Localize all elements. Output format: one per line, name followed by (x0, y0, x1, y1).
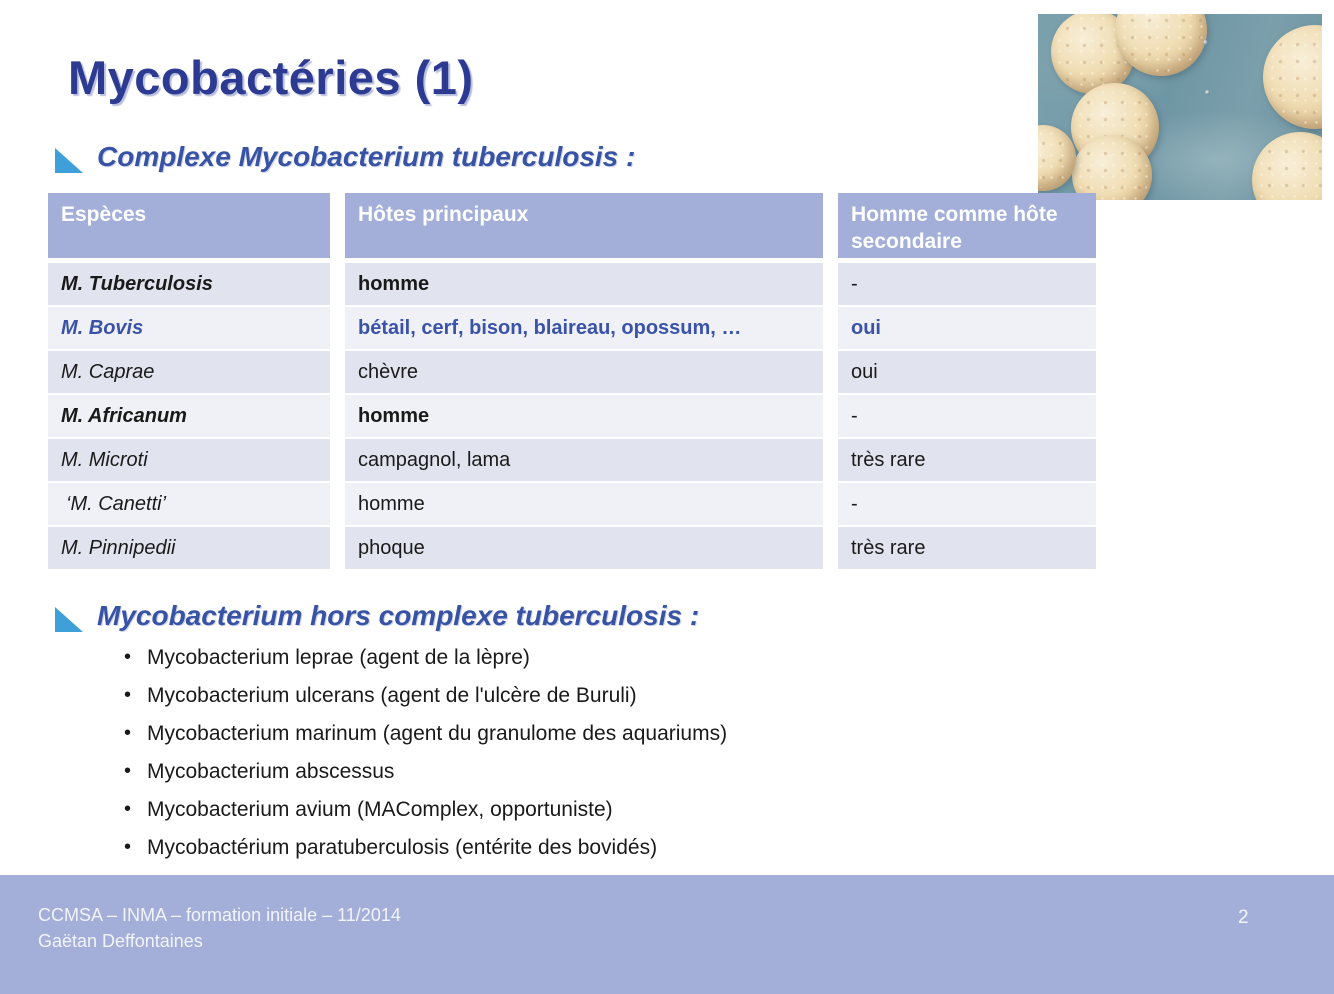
list-item (124, 798, 1024, 821)
triangle-bullet-icon (55, 148, 83, 173)
list-item-label: Mycobacterium avium (MAComplex, opportuniste) (147, 798, 613, 821)
footer-line2: Gaëtan Deffontaines (38, 931, 203, 951)
cell-secondaire-r1: - (838, 263, 1096, 305)
cell-hotes-r2: bétail, cerf, bison, blaireau, opossum, … (345, 307, 823, 349)
list-item-label: Mycobacterium ulcerans (agent de l'ulcère de Buruli) (147, 684, 637, 707)
species-table (48, 193, 1096, 569)
cell-secondaire-r6: - (838, 483, 1096, 525)
cell-espece-r5: M. Microti (48, 439, 330, 481)
list-item-label: Mycobacterium leprae (agent de la lèpre) (147, 646, 530, 669)
list-item-label: Mycobacterium marinum (agent du granulome des aquariums) (147, 722, 728, 745)
cell-hotes-r7: phoque (345, 527, 823, 569)
footer-bar (0, 875, 1334, 994)
section-heading-label: Complexe Mycobacterium tuberculosis : (97, 141, 636, 172)
colony-blob (1263, 25, 1322, 129)
col-header-especes: Espèces (48, 193, 330, 258)
footer-line1: CCMSA – INMA – formation initiale – 11/2014 (38, 905, 401, 925)
cell-espece-r6: ‘M. Canetti’ (48, 483, 330, 525)
cell-secondaire-r7: très rare (838, 527, 1096, 569)
photo-speck (1203, 40, 1208, 45)
cell-hotes-r3: chèvre (345, 351, 823, 393)
cell-hotes-r5: campagnol, lama (345, 439, 823, 481)
species-bullet-list (124, 646, 1024, 874)
triangle-bullet-icon (55, 607, 83, 632)
cell-secondaire-r3: oui (838, 351, 1096, 393)
col-header-hotes: Hôtes principaux (345, 193, 823, 258)
cell-secondaire-r5: très rare (838, 439, 1096, 481)
cell-espece-r7: M. Pinnipedii (48, 527, 330, 569)
list-item-label: Mycobacterium abscessus (147, 760, 395, 783)
cell-hotes-r6: homme (345, 483, 823, 525)
page-title: Mycobactéries (1) (68, 51, 474, 104)
cell-espece-r2: M. Bovis (48, 307, 330, 349)
colony-blob (1252, 132, 1322, 200)
list-item (124, 684, 1024, 707)
list-item (124, 722, 1024, 745)
mycobacteria-colonies-photo (1038, 14, 1322, 200)
photo-speck (1205, 90, 1210, 95)
page-number: 2 (1238, 907, 1249, 928)
table-header-row (48, 193, 1096, 258)
col-header-secondaire: Homme comme hôte secondaire (838, 193, 1096, 258)
list-item (124, 836, 1024, 859)
list-item (124, 646, 1024, 669)
cell-secondaire-r4: - (838, 395, 1096, 437)
colony-blob (1038, 125, 1076, 191)
cell-espece-r4: M. Africanum (48, 395, 330, 437)
cell-hotes-r4: homme (345, 395, 823, 437)
cell-hotes-r1: homme (345, 263, 823, 305)
section-heading-label: Mycobacterium hors complexe tuberculosis : (97, 600, 700, 631)
table-body (48, 263, 1096, 569)
list-item-label: Mycobactérium paratuberculosis (entérite des bovidés) (147, 836, 658, 859)
section-heading-hors-complexe (55, 600, 699, 632)
cell-espece-r1: M. Tuberculosis (48, 263, 330, 305)
footer-credits (38, 902, 401, 954)
cell-secondaire-r2: oui (838, 307, 1096, 349)
section-heading-complexe (55, 141, 635, 173)
list-item (124, 760, 1024, 783)
cell-espece-r3: M. Caprae (48, 351, 330, 393)
